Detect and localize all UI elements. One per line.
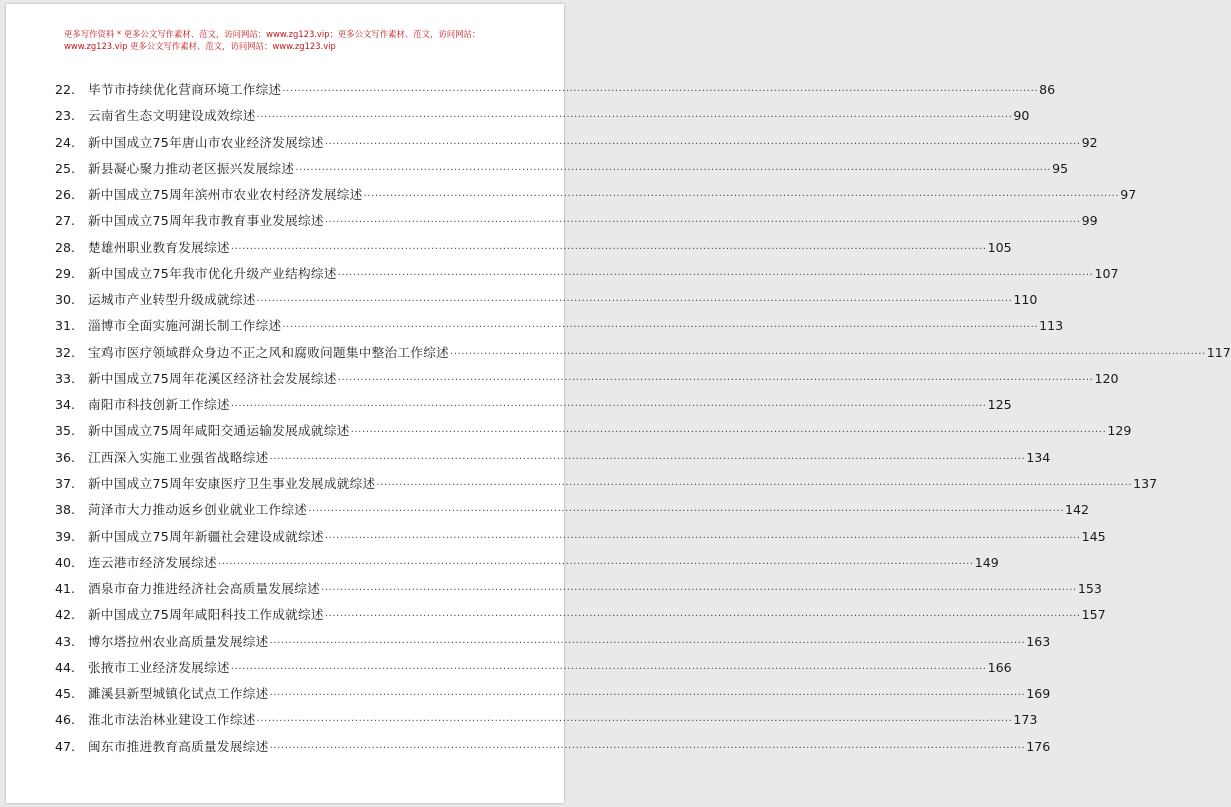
toc-leader-dots: ········································································································································································································ bbox=[324, 217, 1081, 229]
toc-entry[interactable] bbox=[53, 655, 1012, 681]
toc-leader-dots: ········································································································································································································ bbox=[376, 479, 1133, 491]
toc-entry-title: 淮北市法治林业建设工作综述 bbox=[88, 712, 256, 728]
toc-entry[interactable] bbox=[53, 287, 1038, 313]
toc-entry[interactable] bbox=[53, 471, 1158, 497]
toc-entry-page: 113 bbox=[1039, 318, 1064, 334]
toc-entry-number: 27. bbox=[55, 213, 76, 229]
toc-entry-title: 新中国成立75年我市优化升级产业结构综述 bbox=[88, 265, 337, 281]
toc-entry-page: 129 bbox=[1107, 423, 1132, 439]
document-page bbox=[6, 4, 1231, 803]
toc-entry-title: 闽东市推进教育高质量发展综述 bbox=[88, 738, 269, 754]
toc-entry-title: 江西深入实施工业强省战略综述 bbox=[88, 449, 269, 465]
toc-entry[interactable] bbox=[53, 445, 1051, 471]
toc-leader-dots: ········································································································································································································ bbox=[269, 742, 1026, 754]
header-line-1: 更多写作资料 * 更多公文写作素材、范文，访问网站：www.zg123.vip；更多公文写作素材、范文，访问网站： bbox=[64, 29, 481, 39]
toc-entry[interactable] bbox=[53, 707, 1038, 733]
toc-leader-dots: ········································································································································································································ bbox=[337, 374, 1094, 386]
toc-entry-page: 176 bbox=[1026, 738, 1051, 754]
toc-entry-number: 24. bbox=[55, 134, 76, 150]
toc-entry-number: 42. bbox=[55, 607, 76, 623]
toc-leader-dots: ········································································································································································································ bbox=[230, 401, 987, 413]
toc-entry-title: 博尔塔拉州农业高质量发展综述 bbox=[88, 633, 269, 649]
toc-entry[interactable] bbox=[53, 156, 1069, 182]
toc-entry[interactable] bbox=[53, 392, 1012, 418]
toc-entry-number: 34. bbox=[55, 397, 76, 413]
toc-entry-number: 33. bbox=[55, 370, 76, 386]
toc-entry-page: 173 bbox=[1013, 712, 1038, 728]
toc-leader-dots: ········································································································································································································ bbox=[324, 532, 1081, 544]
toc-entry-number: 47. bbox=[55, 738, 76, 754]
toc-leader-dots: ········································································································································································································ bbox=[230, 663, 987, 675]
toc-entry[interactable] bbox=[53, 235, 1012, 261]
toc-entry-page: 110 bbox=[1013, 292, 1038, 308]
toc-entry-page: 163 bbox=[1026, 633, 1051, 649]
toc-entry-number: 40. bbox=[55, 554, 76, 570]
toc-leader-dots: ········································································································································································································ bbox=[324, 611, 1081, 623]
toc-leader-dots: ········································································································································································································ bbox=[295, 164, 1052, 176]
toc-entry[interactable] bbox=[53, 734, 1051, 760]
toc-entry-number: 38. bbox=[55, 502, 76, 518]
toc-entry[interactable] bbox=[53, 681, 1051, 707]
toc-entry-title: 运城市产业转型升级成就综述 bbox=[88, 292, 256, 308]
toc-leader-dots: ········································································································································································································ bbox=[337, 269, 1094, 281]
toc-entry-title: 新中国成立75周年安康医疗卫生事业发展成就综述 bbox=[88, 475, 376, 491]
toc-entry-page: 137 bbox=[1133, 475, 1158, 491]
toc-entry-number: 25. bbox=[55, 160, 76, 176]
toc-entry-page: 120 bbox=[1094, 370, 1119, 386]
toc-leader-dots: ········································································································································································································ bbox=[363, 191, 1120, 203]
toc-entry-page: 134 bbox=[1026, 449, 1051, 465]
toc-entry-page: 86 bbox=[1039, 82, 1056, 97]
toc-leader-dots: ········································································································································································································ bbox=[269, 637, 1026, 649]
toc-entry-title: 云南省生态文明建设成效综述 bbox=[88, 108, 256, 124]
toc-entry-title: 张掖市工业经济发展综述 bbox=[88, 659, 230, 675]
toc-leader-dots: ········································································································································································································ bbox=[230, 243, 987, 255]
toc-entry[interactable] bbox=[53, 130, 1098, 156]
toc-entry-page: 117 bbox=[1206, 344, 1231, 360]
toc-entry[interactable] bbox=[53, 103, 1030, 129]
toc-entry-page: 149 bbox=[974, 554, 999, 570]
toc-entry-title: 淄博市全面实施河湖长制工作综述 bbox=[88, 318, 282, 334]
toc-entry-number: 29. bbox=[55, 265, 76, 281]
toc-entry[interactable] bbox=[53, 497, 1089, 523]
toc-entry[interactable] bbox=[53, 208, 1098, 234]
toc-leader-dots: ········································································································································································································ bbox=[269, 690, 1026, 702]
toc-leader-dots: ········································································································································································································ bbox=[321, 585, 1077, 597]
toc-entry-page: 99 bbox=[1081, 213, 1098, 229]
toc-entry[interactable] bbox=[53, 366, 1119, 392]
toc-leader-dots: ········································································································································································································ bbox=[269, 453, 1026, 465]
toc-entry-title: 新县凝心聚力推动老区振兴发展综述 bbox=[88, 160, 295, 176]
toc-leader-dots: ········································································································································································································ bbox=[308, 506, 1064, 518]
toc-entry-number: 31. bbox=[55, 318, 76, 334]
toc-entry-title: 新中国成立75周年新疆社会建设成就综述 bbox=[88, 528, 324, 544]
toc-entry-number: 45. bbox=[55, 686, 76, 702]
toc-entry-title: 宝鸡市医疗领域群众身边不正之风和腐败问题集中整治工作综述 bbox=[88, 344, 450, 360]
toc-entry-number: 26. bbox=[55, 187, 76, 203]
toc-entry[interactable] bbox=[53, 182, 1137, 208]
toc-entry-number: 37. bbox=[55, 475, 76, 491]
toc-entry-page: 153 bbox=[1077, 581, 1102, 597]
toc-entry[interactable] bbox=[53, 576, 1102, 602]
header-line-2: www.zg123.vip 更多公文写作素材、范文，访问网站：www.zg123.vip bbox=[64, 41, 336, 51]
toc-entry-title: 濉溪县新型城镇化试点工作综述 bbox=[88, 686, 269, 702]
toc-leader-dots: ········································································································································································································ bbox=[217, 558, 974, 570]
toc-entry-title: 新中国成立75周年滨州市农业农村经济发展综述 bbox=[88, 187, 363, 203]
toc-entry[interactable] bbox=[53, 340, 1231, 366]
toc-entry-title: 南阳市科技创新工作综述 bbox=[88, 397, 230, 413]
toc-leader-dots: ········································································································································································································ bbox=[324, 138, 1081, 150]
toc-entry[interactable] bbox=[53, 524, 1106, 550]
toc-entry-number: 43. bbox=[55, 633, 76, 649]
toc-leader-dots: ········································································································································································································ bbox=[256, 716, 1013, 728]
toc-entry-page: 157 bbox=[1081, 607, 1106, 623]
toc-entry-title: 新中国成立75年唐山市农业经济发展综述 bbox=[88, 134, 324, 150]
toc-entry-number: 36. bbox=[55, 449, 76, 465]
toc-entry[interactable] bbox=[53, 550, 999, 576]
toc-entry-page: 169 bbox=[1026, 686, 1051, 702]
toc-entry-number: 41. bbox=[55, 581, 76, 597]
toc-entry-page: 105 bbox=[987, 239, 1012, 255]
toc-entry[interactable] bbox=[53, 77, 1056, 103]
toc-entry-page: 142 bbox=[1064, 502, 1089, 518]
toc-entry-number: 39. bbox=[55, 528, 76, 544]
toc-entry-page: 97 bbox=[1120, 187, 1137, 203]
toc-entry-page: 92 bbox=[1081, 134, 1098, 150]
toc-entry[interactable] bbox=[53, 629, 1051, 655]
toc-entry[interactable] bbox=[53, 418, 1132, 444]
toc-entry-number: 46. bbox=[55, 712, 76, 728]
toc-entry-page: 145 bbox=[1081, 528, 1106, 544]
toc-leader-dots: ········································································································································································································ bbox=[256, 296, 1013, 308]
toc-entry-title: 新中国成立75周年花溪区经济社会发展综述 bbox=[88, 370, 337, 386]
toc-entry-title: 酒泉市奋力推进经济社会高质量发展综述 bbox=[88, 581, 321, 597]
toc-entry-title: 菏泽市大力推动返乡创业就业工作综述 bbox=[88, 502, 308, 518]
toc-entry-number: 35. bbox=[55, 423, 76, 439]
toc-leader-dots: ········································································································································································································ bbox=[282, 86, 1039, 97]
toc-entry-number: 30. bbox=[55, 292, 76, 308]
toc-entry[interactable] bbox=[53, 602, 1106, 628]
toc-entry-page: 90 bbox=[1013, 108, 1030, 124]
toc-entry[interactable] bbox=[53, 261, 1119, 287]
toc-entry-title: 新中国成立75周年咸阳科技工作成就综述 bbox=[88, 607, 324, 623]
toc-leader-dots: ········································································································································································································ bbox=[450, 348, 1206, 360]
watermark-header bbox=[64, 28, 544, 52]
toc-entry-number: 28. bbox=[55, 239, 76, 255]
toc-leader-dots: ········································································································································································································ bbox=[282, 322, 1039, 334]
toc-leader-dots: ········································································································································································································ bbox=[256, 112, 1013, 124]
toc-entry-title: 连云港市经济发展综述 bbox=[88, 554, 217, 570]
toc-entry-page: 166 bbox=[987, 659, 1012, 675]
toc-entry-page: 95 bbox=[1052, 160, 1069, 176]
toc-entry-page: 125 bbox=[987, 397, 1012, 413]
toc-entry-title: 新中国成立75周年我市教育事业发展综述 bbox=[88, 213, 324, 229]
toc-entry[interactable] bbox=[53, 313, 1064, 339]
toc-entry-number: 23. bbox=[55, 108, 76, 124]
toc-entry-number: 22. bbox=[55, 82, 76, 97]
toc-entry-title: 新中国成立75周年咸阳交通运输发展成就综述 bbox=[88, 423, 350, 439]
table-of-contents bbox=[53, 77, 1231, 760]
toc-entry-title: 毕节市持续优化营商环境工作综述 bbox=[88, 82, 282, 97]
toc-entry-number: 44. bbox=[55, 659, 76, 675]
toc-entry-number: 32. bbox=[55, 344, 76, 360]
toc-leader-dots: ········································································································································································································ bbox=[350, 427, 1107, 439]
toc-entry-page: 107 bbox=[1094, 265, 1119, 281]
toc-entry-title: 楚雄州职业教育发展综述 bbox=[88, 239, 230, 255]
